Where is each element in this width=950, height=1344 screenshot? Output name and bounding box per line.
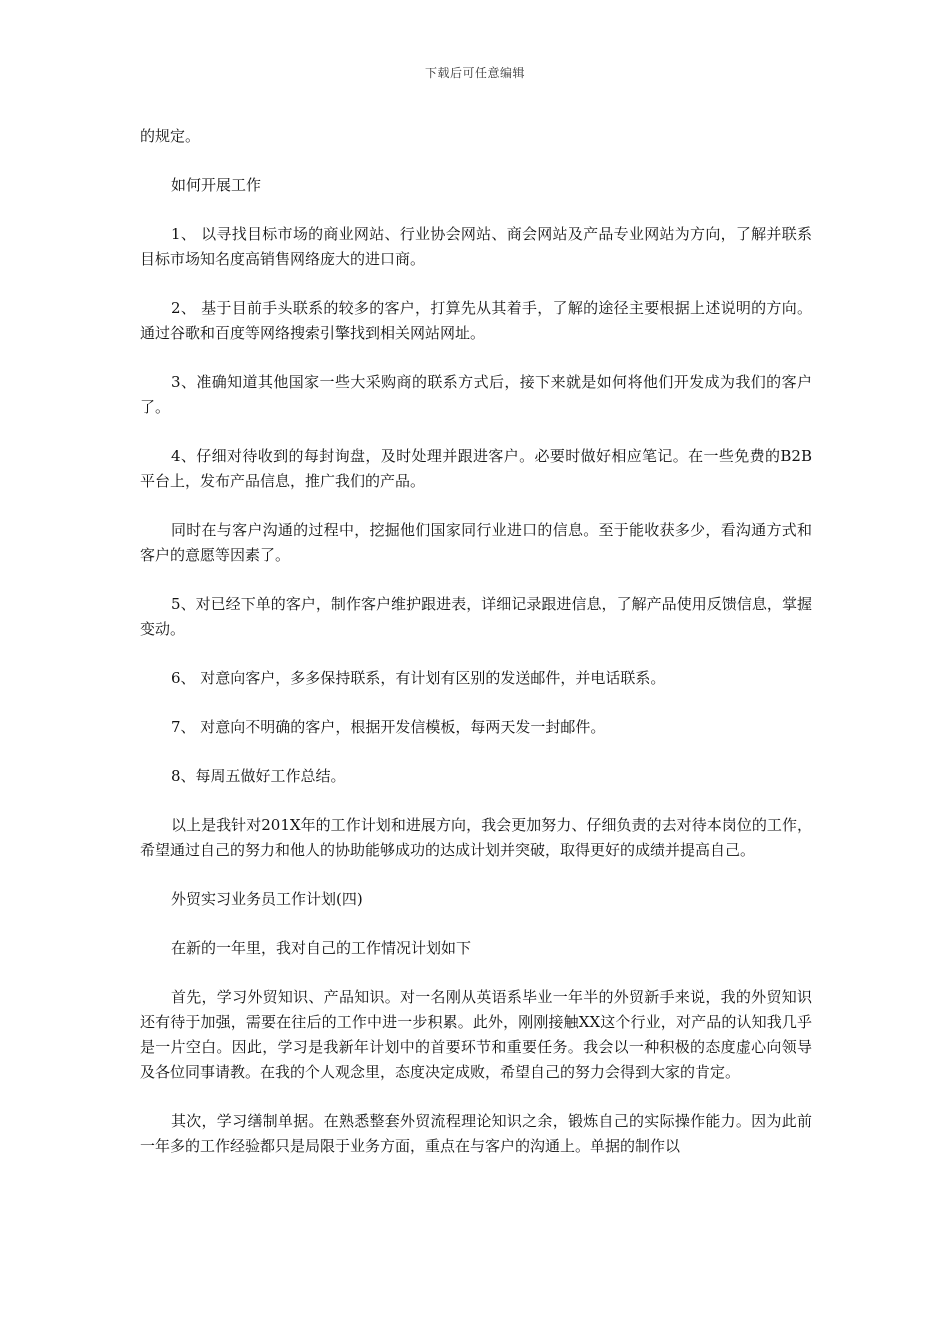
paragraph-item-4: 4、仔细对待收到的每封询盘，及时处理并跟进客户。必要时做好相应笔记。在一些免费的B2B平台上，发布产品信息，推广我们的产品。	[140, 447, 812, 490]
paragraph-item-8: 8、每周五做好工作总结。	[171, 767, 346, 785]
paragraph-item-1: 1、 以寻找目标市场的商业网站、行业协会网站、商会网站及产品专业网站为方向，了解并联系目标市场知名度高销售网络庞大的进口商。	[140, 225, 812, 268]
paragraph-item-5: 5、对已经下单的客户，制作客户维护跟进表，详细记录跟进信息，了解产品使用反馈信息，掌握变动。	[140, 595, 812, 638]
paragraph-first-learning: 首先，学习外贸知识、产品知识。对一名刚从英语系毕业一年半的外贸新手来说，我的外贸知识还有待于加强，需要在往后的工作中进一步积累。此外，刚刚接触XX这个行业，对产品的认知我几乎是一片空白。因此，学习是我新年计划中的首要环节和重要任务。我会以一种积极的态度虚心向领导及各位同事请教。在我的个人观念里，态度决定成败，希望自己的努力会得到大家的肯定。	[140, 988, 812, 1081]
paragraph-communication: 同时在与客户沟通的过程中，挖掘他们国家同行业进口的信息。至于能收获多少，看沟通方式和客户的意愿等因素了。	[140, 521, 812, 564]
page-header-note: 下载后可任意编辑	[424, 66, 525, 80]
paragraph-item-6: 6、 对意向客户，多多保持联系，有计划有区别的发送邮件，并电话联系。	[171, 669, 666, 687]
section-heading-plan-four: 外贸实习业务员工作计划(四)	[171, 890, 363, 908]
paragraph-new-year-intro: 在新的一年里，我对自己的工作情况计划如下	[171, 939, 472, 957]
paragraph-second-documents: 其次，学习缮制单据。在熟悉整套外贸流程理论知识之余，锻炼自己的实际操作能力。因为此前一年多的工作经验都只是局限于业务方面，重点在与客户的沟通上。单据的制作以	[140, 1112, 812, 1155]
paragraph-item-7: 7、 对意向不明确的客户，根据开发信模板，每两天发一封邮件。	[171, 718, 606, 736]
paragraph-item-2: 2、 基于目前手头联系的较多的客户，打算先从其着手，了解的途径主要根据上述说明的方向。通过谷歌和百度等网络搜索引擎找到相关网站网址。	[140, 299, 812, 342]
document-body	[140, 124, 812, 1183]
paragraph-continuation: 的规定。	[140, 127, 201, 145]
section-heading-how-to-work: 如何开展工作	[171, 176, 262, 194]
paragraph-summary: 以上是我针对201X年的工作计划和进展方向，我会更加努力、仔细负责的去对待本岗位的工作，希望通过自己的努力和他人的协助能够成功的达成计划并突破，取得更好的成绩并提高自己。	[140, 816, 812, 859]
paragraph-item-3: 3、准确知道其他国家一些大采购商的联系方式后，接下来就是如何将他们开发成为我们的客户了。	[140, 373, 812, 416]
